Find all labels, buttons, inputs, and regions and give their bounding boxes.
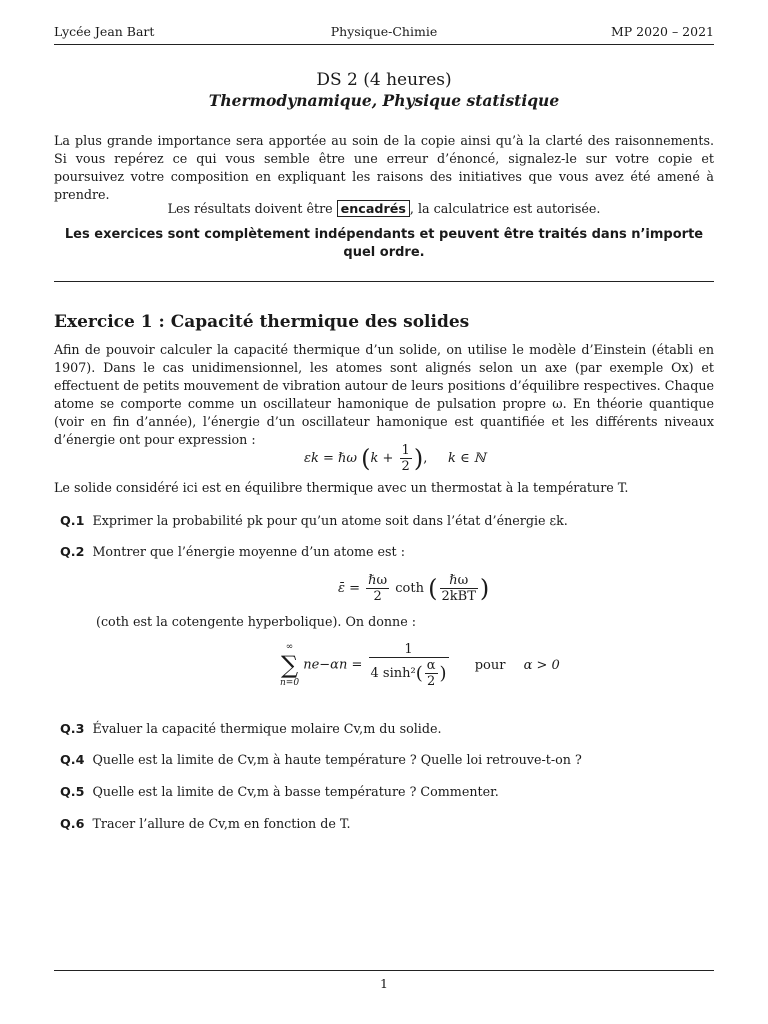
exercise-title: Exercice 1 : Capacité thermique des solides	[54, 312, 470, 332]
question-5	[60, 783, 710, 801]
eq2-frac1	[366, 573, 389, 604]
section-rule	[54, 281, 714, 282]
eq2-frac1-num: ℏω	[368, 573, 388, 588]
q5-text: Quelle est la limite de Cv,m à basse température ? Commenter.	[92, 784, 499, 799]
results-line	[0, 201, 768, 216]
header-rule	[54, 44, 714, 45]
question-4	[60, 751, 710, 769]
eq2-frac1-den: 2	[373, 589, 382, 604]
page-header	[54, 24, 714, 42]
results-before: Les résultats doivent être	[167, 201, 337, 216]
eq1-domain: k ∈ ℕ	[448, 451, 486, 466]
footer-rule	[54, 970, 714, 971]
eq2-frac2	[440, 573, 478, 604]
eq3-den: 4 sinh²( $\frac{\alpha}{2}$ )	[370, 657, 447, 689]
eq3-cond-word: pour	[474, 657, 506, 673]
eq3-sum-top: ∞	[285, 642, 294, 652]
eq2-coth: coth	[395, 581, 424, 596]
q5-label: Q.5	[60, 784, 85, 799]
eq1-half-den: 2	[401, 459, 410, 474]
intro-paragraph: La plus grande importance sera apportée au soin de la copie ainsi qu’à la clarté des raisonnements. Si vous repérez ce qui vous semble être une erreur d’énoncé, signalez-le sur votre copie et poursuivez votre composition en expliquant les raisons des initiatives que vous avez été amené à prendre.	[54, 133, 714, 202]
question-6	[60, 815, 710, 833]
results-after: , la calculatrice est autorisée.	[409, 201, 601, 216]
q4-label: Q.4	[60, 752, 85, 767]
mean-energy-equation	[338, 573, 489, 604]
eq3-inner-num: α	[426, 657, 436, 673]
equilibrium-sentence: Le solide considéré ici est en équilibre thermique avec un thermostat à la température T.	[54, 480, 629, 495]
page-number: 1	[380, 976, 388, 991]
q3-text: Évaluer la capacité thermique molaire Cv,m du solide.	[92, 721, 442, 736]
eq2-rparen: )	[479, 574, 490, 603]
q6-label: Q.6	[60, 816, 85, 831]
page-subtitle: Thermodynamique, Physique statistique	[208, 91, 560, 110]
question-2	[60, 543, 710, 561]
eq3-sum-sym: ∑	[280, 651, 299, 679]
eq3-inner-den: 2	[426, 673, 436, 689]
header-school: Lycée Jean Bart	[54, 24, 155, 39]
header-class-year: MP 2020 – 2021	[610, 24, 714, 39]
eq3-den-sinh: 4 sinh²	[370, 665, 416, 681]
eq1-lparen: (	[361, 444, 371, 473]
eq2-frac2-num: ℏω	[440, 573, 478, 589]
eq3-frac	[369, 642, 449, 689]
eq2-lhs: ε̄ =	[338, 581, 361, 596]
energy-level-equation: εk = ℏω (k + $\frac{1}{2}$ ), k ∈ ℕ	[304, 443, 486, 474]
eq1-k: k +	[370, 451, 394, 466]
independence-note: Les exercices sont complètement indépendants et peuvent être traités dans n’importe quel ordre.	[64, 227, 704, 260]
question-1	[60, 512, 710, 530]
eq3-num: 1	[369, 642, 449, 658]
eq3-term: ne−αn =	[303, 657, 363, 673]
exercise-body: Afin de pouvoir calculer la capacité thermique d’un solide, on utilise le modèle d’Einstein (établi en 1907). Dans le cas unidimensionnel, les atomes sont alignés selon un axe (par exemple Ox) et effectuent de petits mouvement de vibration autour de leurs positions d’équilibre respectives. Chaque atome se comporte comme un oscillateur hamonique de pulsation propre ω. En théorie quantique (voir en fin d’année), l’énergie d’un oscillateur hamonique est quantifiée et les différents niveaux d’énergie ont pour expression :	[54, 342, 714, 447]
series-equation	[280, 641, 560, 689]
q1-text: Exprimer la probabilité pk pour qu’un atome soit dans l’état d’énergie εk.	[92, 513, 568, 528]
eq3-sum-bottom: n=0	[280, 678, 300, 688]
question-3	[60, 720, 710, 738]
eq1-rparen: )	[413, 444, 424, 473]
q4-text: Quelle est la limite de Cv,m à haute température ? Quelle loi retrouve-t-on ?	[92, 752, 582, 767]
eq1-half	[400, 443, 412, 474]
boxed-word: encadrés	[337, 200, 410, 217]
eq3-sum	[280, 641, 299, 689]
eq1-lhs: εk = ℏω	[304, 451, 357, 466]
q2-label: Q.2	[60, 544, 85, 559]
eq3-inner-frac	[425, 658, 438, 689]
page-title: DS 2 (4 heures)	[316, 70, 452, 90]
eq1-half-num: 1	[401, 443, 410, 458]
q1-label: Q.1	[60, 513, 85, 528]
q6-text: Tracer l’allure de Cv,m en fonction de T.	[92, 816, 351, 831]
header-subject: Physique-Chimie	[330, 24, 438, 39]
q3-label: Q.3	[60, 721, 85, 736]
eq2-lparen: (	[428, 574, 438, 603]
eq2-frac2-den: 2kBT	[441, 589, 476, 604]
q2-text: Montrer que l’énergie moyenne d’un atome est :	[92, 544, 405, 559]
coth-note: (coth est la cotengente hyperbolique). On donne :	[96, 614, 417, 629]
eq3-cond: α > 0	[523, 657, 560, 673]
